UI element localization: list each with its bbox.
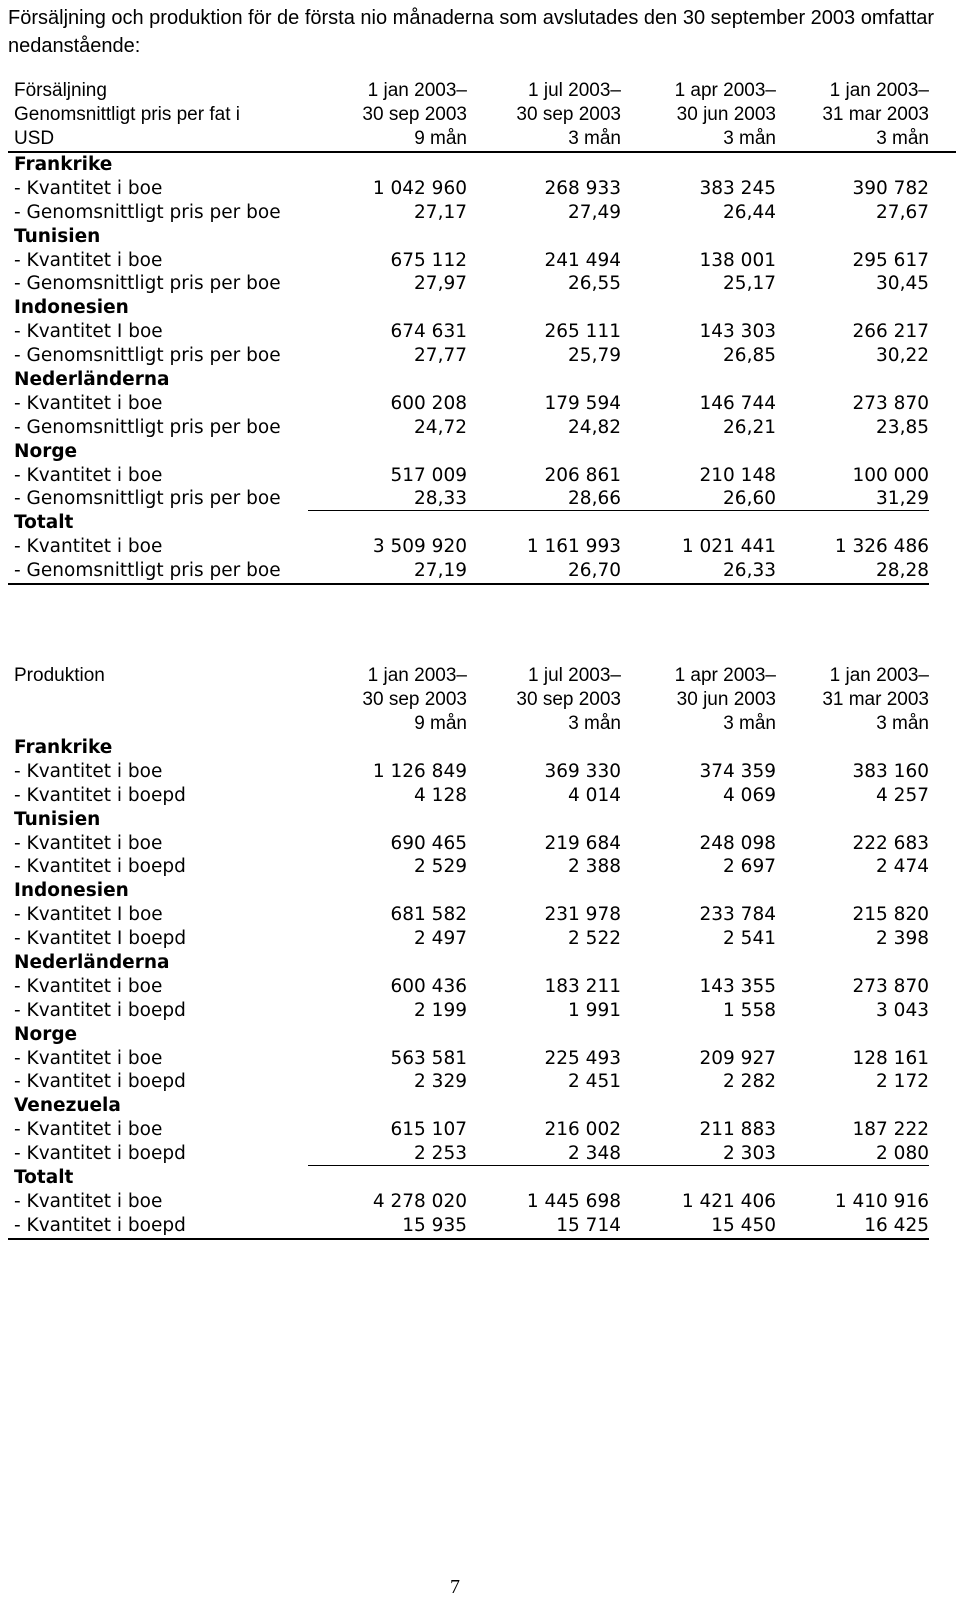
production-cell-value: 1 991 — [568, 999, 621, 1021]
sales-column-header — [308, 79, 467, 151]
production-group-name: Norge — [14, 1023, 78, 1045]
production-row-label: - Kvantitet I boe — [14, 904, 163, 926]
sales-cell-value: 600 208 — [390, 392, 467, 414]
production-cell-value: 600 436 — [390, 975, 467, 997]
production-cell-value: 2 199 — [414, 999, 467, 1021]
sales-header-label-line: Försäljning — [14, 80, 107, 101]
production-cell-value: 4 069 — [723, 784, 776, 806]
production-cell-value: 211 883 — [699, 1119, 776, 1141]
sales-cell-value: 27,77 — [414, 345, 467, 367]
production-row-label: - Kvantitet i boepd — [14, 856, 186, 878]
sales-group-name: Indonesien — [14, 297, 129, 319]
production-table — [8, 664, 956, 1238]
production-cell-value: 15 714 — [556, 1214, 621, 1236]
production-cell-value: 2 522 — [568, 928, 621, 950]
production-cell-value: 1 410 916 — [834, 1190, 929, 1212]
production-cell-value: 1 126 849 — [372, 760, 467, 782]
production-row-label: - Kvantitet i boe — [14, 832, 163, 854]
production-column-header-line: 3 mån — [723, 713, 776, 734]
production-cell-value: 681 582 — [390, 904, 467, 926]
production-row-label: - Kvantitet i boepd — [14, 1071, 186, 1093]
sales-cell-value: 1 042 960 — [372, 177, 467, 199]
sales-data-row — [8, 535, 956, 559]
sales-cell-value: 210 148 — [699, 464, 776, 486]
production-bottom-rule — [8, 1238, 929, 1240]
sales-group-heading — [8, 440, 956, 464]
production-column-header-line: 3 mån — [876, 713, 929, 734]
sales-row-label: - Kvantitet I boe — [14, 321, 163, 343]
sales-cell-value: 26,33 — [723, 560, 776, 582]
sales-column-header-line: 1 jul 2003– — [528, 80, 621, 101]
production-cell-value: 2 398 — [876, 928, 929, 950]
production-cell-value: 2 451 — [568, 1071, 621, 1093]
production-column-header — [622, 664, 776, 736]
production-data-row — [8, 760, 956, 784]
sales-bottom-rule — [8, 583, 929, 585]
production-column-header-line: 1 apr 2003– — [674, 665, 776, 686]
production-column-header-line: 9 mån — [414, 713, 467, 734]
production-row-label: - Kvantitet i boe — [14, 975, 163, 997]
production-cell-value: 216 002 — [544, 1119, 621, 1141]
production-group-heading — [8, 1023, 956, 1047]
sales-column-header — [622, 79, 776, 151]
production-cell-value: 374 359 — [699, 760, 776, 782]
production-column-header-line: 30 jun 2003 — [676, 689, 776, 710]
production-group-heading — [8, 736, 956, 760]
production-header — [8, 664, 956, 736]
sales-data-row — [8, 344, 956, 368]
sales-cell-value: 1 161 993 — [526, 536, 621, 558]
sales-group-heading — [8, 153, 956, 177]
sales-body — [8, 153, 956, 583]
production-cell-value: 16 425 — [864, 1214, 929, 1236]
production-row-label: - Kvantitet i boepd — [14, 999, 186, 1021]
production-cell-value: 225 493 — [544, 1047, 621, 1069]
production-data-row — [8, 1118, 956, 1142]
production-cell-value: 248 098 — [699, 832, 776, 854]
sales-column-header-line: 30 jun 2003 — [676, 104, 776, 125]
sales-column-header — [468, 79, 621, 151]
sales-cell-value: 143 303 — [699, 321, 776, 343]
production-cell-value: 233 784 — [699, 904, 776, 926]
intro-text: Försäljning och produktion för de första nio månaderna som avslutades den 30 september 2003 omfattar nedanstående: — [8, 7, 935, 57]
production-cell-value: 690 465 — [390, 832, 467, 854]
production-column-header-line: 3 mån — [568, 713, 621, 734]
production-column-header-line: 31 mar 2003 — [822, 689, 929, 710]
production-cell-value: 3 043 — [876, 999, 929, 1021]
sales-cell-value: 28,33 — [414, 488, 467, 510]
production-row-label: - Kvantitet i boe — [14, 1047, 163, 1069]
sales-cell-value: 517 009 — [390, 464, 467, 486]
production-data-row — [8, 927, 956, 951]
sales-column-header-line: 1 jan 2003– — [367, 80, 467, 101]
sales-group-name: Norge — [14, 440, 78, 462]
production-column-header-line: 1 jan 2003– — [829, 665, 929, 686]
sales-cell-value: 26,85 — [723, 345, 776, 367]
sales-header-label-line: Genomsnittligt pris per fat i — [14, 104, 240, 125]
production-data-row — [8, 784, 956, 808]
sales-cell-value: 241 494 — [544, 249, 621, 271]
sales-group-heading — [8, 296, 956, 320]
production-column-header-line: 1 jan 2003– — [367, 665, 467, 686]
production-cell-value: 369 330 — [544, 760, 621, 782]
production-cell-value: 219 684 — [544, 832, 621, 854]
production-group-name: Tunisien — [14, 808, 101, 830]
sales-cell-value: 27,49 — [568, 201, 621, 223]
production-body — [8, 736, 956, 1238]
production-group-heading — [8, 1166, 956, 1190]
production-header-label-line — [14, 688, 105, 712]
sales-column-header-line: 31 mar 2003 — [822, 104, 929, 125]
sales-column-header-line: 30 sep 2003 — [516, 104, 621, 125]
production-cell-value: 2 080 — [876, 1143, 929, 1165]
production-cell-value: 183 211 — [544, 975, 621, 997]
sales-cell-value: 265 111 — [544, 321, 621, 343]
production-group-name: Indonesien — [14, 880, 129, 902]
production-group-heading — [8, 1094, 956, 1118]
production-cell-value: 4 128 — [414, 784, 467, 806]
sales-cell-value: 273 870 — [852, 392, 929, 414]
sales-data-row — [8, 177, 956, 201]
production-row-label: - Kvantitet i boe — [14, 1119, 163, 1141]
production-cell-value: 383 160 — [852, 760, 929, 782]
production-cell-value: 209 927 — [699, 1047, 776, 1069]
sales-cell-value: 26,21 — [723, 416, 776, 438]
production-row-label: - Kvantitet I boepd — [14, 928, 187, 950]
sales-cell-value: 30,22 — [876, 345, 929, 367]
production-row-label: - Kvantitet i boepd — [14, 1143, 186, 1165]
sales-cell-value: 28,28 — [876, 560, 929, 582]
sales-cell-value: 26,60 — [723, 488, 776, 510]
sales-row-label: - Genomsnittligt pris per boe — [14, 345, 281, 367]
sales-cell-value: 138 001 — [699, 249, 776, 271]
sales-row-label: - Kvantitet i boe — [14, 536, 163, 558]
production-data-row — [8, 832, 956, 856]
production-cell-value: 2 497 — [414, 928, 467, 950]
sales-header — [8, 79, 956, 153]
sales-data-row — [8, 487, 956, 511]
production-data-row — [8, 975, 956, 999]
production-data-row — [8, 1142, 956, 1166]
sales-data-row — [8, 416, 956, 440]
production-cell-value: 4 278 020 — [372, 1190, 467, 1212]
sales-column-header-line: 1 jan 2003– — [829, 80, 929, 101]
production-cell-value: 2 329 — [414, 1071, 467, 1093]
sales-group-heading — [8, 225, 956, 249]
sales-group-name: Nederländerna — [14, 369, 170, 391]
production-column-header-line: 1 jul 2003– — [528, 665, 621, 686]
production-cell-value: 215 820 — [852, 904, 929, 926]
sales-column-header-line: 1 apr 2003– — [674, 80, 776, 101]
production-group-heading — [8, 879, 956, 903]
sales-row-label: - Kvantitet i boe — [14, 464, 163, 486]
sales-cell-value: 27,97 — [414, 273, 467, 295]
production-cell-value: 2 303 — [723, 1143, 776, 1165]
production-cell-value: 15 450 — [711, 1214, 776, 1236]
production-cell-value: 2 529 — [414, 856, 467, 878]
sales-column-header-line: 9 mån — [414, 128, 467, 149]
sales-cell-value: 268 933 — [544, 177, 621, 199]
production-cell-value: 273 870 — [852, 975, 929, 997]
sales-row-label: - Genomsnittligt pris per boe — [14, 560, 281, 582]
sales-table — [8, 79, 956, 583]
production-cell-value: 2 172 — [876, 1071, 929, 1093]
production-data-row — [8, 1190, 956, 1214]
sales-cell-value: 1 326 486 — [834, 536, 929, 558]
production-header-label-line — [14, 712, 105, 736]
sales-cell-value: 24,72 — [414, 416, 467, 438]
production-cell-value: 2 282 — [723, 1071, 776, 1093]
production-group-heading — [8, 951, 956, 975]
production-data-row — [8, 855, 956, 879]
sales-cell-value: 26,55 — [568, 273, 621, 295]
production-column-header — [308, 664, 467, 736]
sales-cell-value: 383 245 — [699, 177, 776, 199]
page-number: 7 — [450, 1576, 460, 1598]
production-cell-value: 128 161 — [852, 1047, 929, 1069]
sales-header-label-line: USD — [14, 128, 55, 149]
sales-cell-value: 30,45 — [876, 273, 929, 295]
sales-data-row — [8, 392, 956, 416]
production-group-name: Frankrike — [14, 737, 113, 758]
production-column-header — [468, 664, 621, 736]
sales-data-row — [8, 201, 956, 225]
sales-cell-value: 100 000 — [852, 464, 929, 486]
sales-cell-value: 206 861 — [544, 464, 621, 486]
production-cell-value: 187 222 — [852, 1119, 929, 1141]
production-data-row — [8, 903, 956, 927]
sales-cell-value: 27,19 — [414, 560, 467, 582]
sales-cell-value: 23,85 — [876, 416, 929, 438]
sales-column-header — [777, 79, 929, 151]
sales-data-row — [8, 249, 956, 273]
sales-column-header-line: 3 mån — [568, 128, 621, 149]
production-cell-value: 4 257 — [876, 784, 929, 806]
production-group-heading — [8, 808, 956, 832]
sales-cell-value: 24,82 — [568, 416, 621, 438]
sales-data-row — [8, 320, 956, 344]
sales-cell-value: 3 509 920 — [372, 536, 467, 558]
production-cell-value: 615 107 — [390, 1119, 467, 1141]
production-cell-value: 2 348 — [568, 1143, 621, 1165]
sales-data-row — [8, 272, 956, 296]
production-cell-value: 231 978 — [544, 904, 621, 926]
sales-header-label — [14, 79, 240, 151]
sales-row-label: - Kvantitet i boe — [14, 177, 163, 199]
sales-column-header-line: 30 sep 2003 — [362, 104, 467, 125]
production-row-label: - Kvantitet i boe — [14, 1190, 163, 1212]
sales-cell-value: 31,29 — [876, 488, 929, 510]
sales-cell-value: 25,17 — [723, 273, 776, 295]
production-cell-value: 15 935 — [402, 1214, 467, 1236]
production-data-row — [8, 1047, 956, 1071]
sales-column-header-line: 3 mån — [723, 128, 776, 149]
sales-row-label: - Genomsnittligt pris per boe — [14, 273, 281, 295]
sales-row-label: - Kvantitet i boe — [14, 249, 163, 271]
sales-cell-value: 179 594 — [544, 392, 621, 414]
production-data-row — [8, 1214, 956, 1238]
production-cell-value: 143 355 — [699, 975, 776, 997]
production-row-label: - Kvantitet i boepd — [14, 1214, 186, 1236]
sales-data-row — [8, 559, 956, 583]
production-column-header-line: 30 sep 2003 — [362, 689, 467, 710]
sales-cell-value: 266 217 — [852, 321, 929, 343]
production-row-label: - Kvantitet i boepd — [14, 784, 186, 806]
sales-group-name: Frankrike — [14, 154, 113, 175]
sales-cell-value: 26,70 — [568, 560, 621, 582]
sales-data-row — [8, 464, 956, 488]
sales-row-label: - Genomsnittligt pris per boe — [14, 416, 281, 438]
sales-row-label: - Genomsnittligt pris per boe — [14, 488, 281, 510]
sales-cell-value: 295 617 — [852, 249, 929, 271]
sales-group-heading — [8, 511, 956, 535]
production-cell-value: 2 253 — [414, 1143, 467, 1165]
production-cell-value: 4 014 — [568, 784, 621, 806]
sales-row-label: - Genomsnittligt pris per boe — [14, 201, 281, 223]
sales-cell-value: 146 744 — [699, 392, 776, 414]
production-column-header-line: 30 sep 2003 — [516, 689, 621, 710]
production-cell-value: 1 445 698 — [526, 1190, 621, 1212]
sales-cell-value: 27,67 — [876, 201, 929, 223]
production-cell-value: 1 558 — [723, 999, 776, 1021]
production-group-name: Nederländerna — [14, 952, 170, 974]
sales-group-heading — [8, 368, 956, 392]
production-cell-value: 222 683 — [852, 832, 929, 854]
production-cell-value: 2 388 — [568, 856, 621, 878]
sales-cell-value: 1 021 441 — [681, 536, 776, 558]
production-group-name: Venezuela — [14, 1095, 121, 1117]
sales-cell-value: 25,79 — [568, 345, 621, 367]
sales-column-header-line: 3 mån — [876, 128, 929, 149]
production-column-header — [777, 664, 929, 736]
production-group-name: Totalt — [14, 1167, 74, 1189]
production-header-label-line: Produktion — [14, 665, 105, 686]
sales-cell-value: 674 631 — [390, 321, 467, 343]
production-data-row — [8, 1070, 956, 1094]
production-data-row — [8, 999, 956, 1023]
production-row-label: - Kvantitet i boe — [14, 760, 163, 782]
sales-cell-value: 390 782 — [852, 177, 929, 199]
sales-group-name: Tunisien — [14, 225, 101, 247]
production-cell-value: 2 474 — [876, 856, 929, 878]
sales-row-label: - Kvantitet i boe — [14, 392, 163, 414]
production-cell-value: 2 541 — [723, 928, 776, 950]
sales-cell-value: 28,66 — [568, 488, 621, 510]
production-cell-value: 1 421 406 — [681, 1190, 776, 1212]
production-header-label — [14, 664, 105, 736]
production-cell-value: 2 697 — [723, 856, 776, 878]
production-cell-value: 563 581 — [390, 1047, 467, 1069]
sales-cell-value: 26,44 — [723, 201, 776, 223]
sales-group-name: Totalt — [14, 512, 74, 534]
sales-cell-value: 675 112 — [390, 249, 467, 271]
sales-cell-value: 27,17 — [414, 201, 467, 223]
